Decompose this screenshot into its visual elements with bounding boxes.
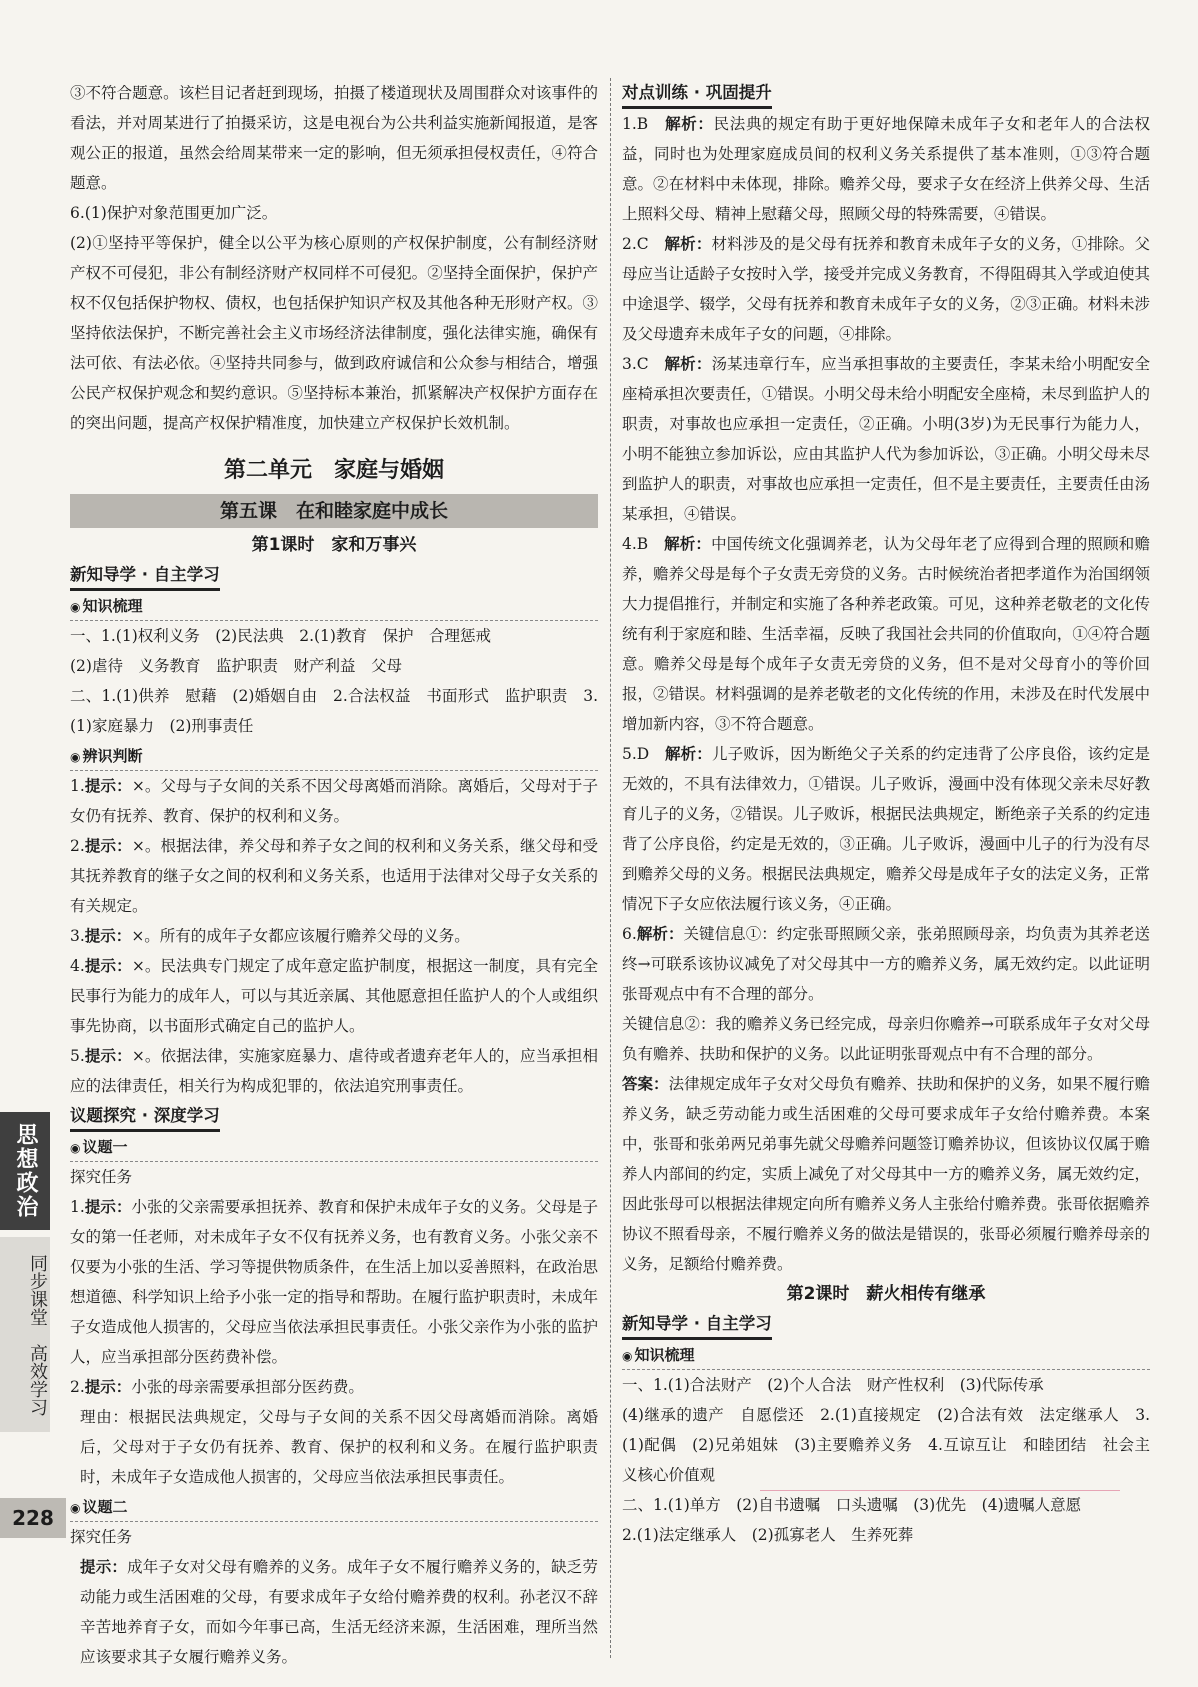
knowledge-line: 2.(1)法定继承人 (2)孤寡老人 生养死葬 — [622, 1526, 914, 1544]
topic-item: 2.提示：小张的母亲需要承担部分医药费。 — [70, 1378, 364, 1396]
page-number: 228 — [0, 1498, 66, 1538]
judge-item: 3.提示：×。所有的成年子女都应该履行赡养父母的义务。 — [70, 927, 470, 945]
answer-item: 1.B 解析：民法典的规定有助于更好地保障未成年子女和老年人的合法权益，同时也为处理家庭成员间的权利义务关系提供了基本准则，①③符合题意。②在材料中未体现，排除。赡养父母，要求子女在经济上供养父母、生活上照料父母、精神上慰藉父母，照顾父母的特殊需要，④错误。 — [622, 115, 1150, 223]
knowledge-line: (2)虐待 义务教育 监护职责 财产利益 父母 — [70, 657, 402, 675]
period-title: 第2课时 薪火相传有继承 — [786, 1284, 986, 1304]
subsection-heading — [70, 593, 598, 621]
bullet-icon: ◉ — [70, 600, 81, 614]
reason-text: 理由：根据民法典规定，父母与子女间的关系不因父母离婚而消除。离婚后，父母对于子女仍有抚养、教育、保护的权利和义务。在履行监护职责时，未成年子女造成他人损害的，父母应当依法承担民事责任。 — [80, 1408, 598, 1486]
subsection-heading — [70, 1134, 598, 1162]
subsection-label: 议题一 — [82, 1138, 128, 1156]
section-heading: 新知导学 · 自主学习 — [622, 1311, 772, 1340]
task-label: 探究任务 — [70, 1168, 133, 1186]
right-column — [622, 78, 1150, 1550]
section-heading: 新知导学 · 自主学习 — [70, 562, 220, 591]
answer-item: 4.B 解析：中国传统文化强调养老，认为父母年老了应得到合理的照顾和赡养，赡养父母是每个子女责无旁贷的义务。古时候统治者把孝道作为治国纲领大力提倡推行，并制定和实施了各种养老政策。可见，这种养老敬老的文化传统有利于家庭和睦、生活幸福，反映了我国社会共同的价值取向，①④符合题意。赡养父母是每个成年子女责无旁贷的义务，但不是对父母育小的等价回报，②错误。材料强调的是养老敬老的文化传统的作用，未涉及在时代发展中增加新内容，③不符合题意。 — [622, 535, 1150, 733]
bullet-icon: ◉ — [70, 1501, 81, 1515]
paragraph: (2)①坚持平等保护，健全以公平为核心原则的产权保护制度，公有制经济财产权不可侵犯，非公有制经济财产权同样不可侵犯。②坚持全面保护，保护产权不仅包括保护物权、债权，也包括保护知识产权及其他各种无形财产权。③坚持依法保护，不断完善社会主义市场经济法律制度，强化法律实施，确保有法可依、有法必依。④坚持共同参与，做到政府诚信和公众参与相结合，增强公民产权保护观念和契约意识。⑤坚持标本兼治，抓紧解决产权保护方面存在的突出问题，提高产权保护精准度，加快建立产权保护长效机制。 — [70, 234, 598, 432]
topic-item: 1.提示：小张的父亲需要承担抚养、教育和保护未成年子女的义务。父母是子女的第一任老师，对未成年子女不仅有抚养义务，也有教育义务。小张父亲不仅要为小张的生活、学习等提供物质条件，在生活上加以妥善照料，在政治思想道德、科学知识上给予小张一定的指导和帮助。在履行监护职责时，未成年子女造成他人损害的，父母应当依法承担民事责任。小张父亲作为小张的监护人，应当承担部分医药费补偿。 — [70, 1198, 598, 1366]
answer-item: 5.D 解析：儿子败诉，因为断绝父子关系的约定违背了公序良俗，该约定是无效的，不具有法律效力，①错误。儿子败诉，漫画中没有体现父亲未尽好教育儿子的义务，②错误。儿子败诉，根据民法典规定，断绝亲子关系的约定违背了公序良俗，约定是无效的，③正确。儿子败诉，漫画中儿子的行为没有尽到赡养父母的义务。根据民法典规定，赡养父母是成年子女的法定义务，正常情况下子女应依法履行该义务，④正确。 — [622, 745, 1150, 913]
answer-item: 3.C 解析：汤某违章行车，应当承担事故的主要责任，李某未给小明配安全座椅承担次要责任，①错误。小明父母未给小明配安全座椅，未尽到监护人的职责，对事故也应承担一定责任，②正确。小明(3岁)为无民事行为能力人，小明不能独立参加诉讼，应由其监护人代为参加诉讼，③正确。小明父母未尽到监护人的职责，对事故也应承担一定责任，但不是主要责任，主要责任由汤某承担，④错误。 — [622, 355, 1150, 523]
bullet-icon: ◉ — [70, 750, 81, 764]
subsection-label: 辨识判断 — [82, 747, 143, 765]
answer-item: 2.C 解析：材料涉及的是父母有抚养和教育未成年子女的义务，①排除。父母应当让适龄子女按时入学，接受并完成义务教育，不得阻碍其入学或迫使其中途退学、辍学，父母有抚养和教育未成年子女的义务，②③正确。材料未涉及父母遗弃未成年子女的问题，④排除。 — [622, 235, 1150, 343]
decorative-line — [760, 1490, 1120, 1491]
series-tab: 同步课堂 高效学习 — [0, 1237, 50, 1432]
judge-item: 4.提示：×。民法典专门规定了成年意定监护制度，根据这一制度，具有完全民事行为能力的成年人，可以与其近亲属、其他愿意担任监护人的个人或组织事先协商，以书面形式确定自己的监护人。 — [70, 957, 598, 1035]
knowledge-line: 二、1.(1)单方 (2)自书遗嘱 口头遗嘱 (3)优先 (4)遗嘱人意愿 — [622, 1496, 1082, 1514]
section-heading: 议题探究 · 深度学习 — [70, 1103, 220, 1132]
key-info: 关键信息②：我的赡养义务已经完成，母亲归你赡养→可联系成年子女对父母负有赡养、扶助和保护的义务。以此证明张哥观点中有不合理的部分。 — [622, 1015, 1150, 1063]
paragraph: ③不符合题意。该栏目记者赶到现场，拍摄了楼道现状及周围群众对该事件的看法，并对周某进行了拍摄采访，这是电视台为公共利益实施新闻报道，是客观公正的报道，虽然会给周某带来一定的影响，但无须承担侵权责任，④符合题意。 — [70, 84, 598, 192]
column-divider — [610, 78, 611, 1658]
knowledge-line: 一、1.(1)权利义务 (2)民法典 2.(1)教育 保护 合理惩戒 — [70, 627, 491, 645]
period-title: 第1课时 家和万事兴 — [251, 535, 417, 555]
answer-item: 6.解析：关键信息①：约定张哥照顾父亲，张弟照顾母亲，均负责为其养老送终→可联系该协议减免了对父母其中一方的赡养义务，属无效约定。以此证明张哥观点中有不合理的部分。 — [622, 925, 1150, 1003]
bullet-icon: ◉ — [70, 1141, 81, 1155]
knowledge-line: 二、1.(1)供养 慰藉 (2)婚姻自由 2.合法权益 书面形式 监护职责 3.(1)家庭暴力 (2)刑事责任 — [70, 687, 598, 735]
subsection-heading — [622, 1342, 1150, 1370]
lesson-title: 第五课 在和睦家庭中成长 — [70, 494, 598, 528]
side-tab — [0, 1112, 58, 1687]
bullet-icon: ◉ — [622, 1349, 633, 1363]
left-column — [70, 78, 598, 1672]
judge-item: 1.提示：×。父母与子女间的关系不因父母离婚而消除。离婚后，父母对于子女仍有抚养、教育、保护的权利和义务。 — [70, 777, 598, 825]
subject-tab: 思想政治 — [0, 1112, 50, 1230]
subsection-label: 知识梳理 — [634, 1346, 695, 1364]
task-label: 探究任务 — [70, 1528, 133, 1546]
answer-text: 答案：法律规定成年子女对父母负有赡养、扶助和保护的义务，如果不履行赡养义务，缺乏劳动能力或生活困难的父母可要求成年子女给付赡养费。本案中，张哥和张弟两兄弟事先就父母赡养问题签订赡养协议，但该协议仅属于赡养人内部间的约定，实质上减免了对父母其中一方的赡养义务，属无效约定，因此张母可以根据法律规定向所有赡养义务人主张给付赡养费。张哥依据赡养协议不照看母亲，不履行赡养义务的做法是错误的，张哥必须履行赡养母亲的义务，足额给付赡养费。 — [622, 1075, 1150, 1273]
judge-item: 2.提示：×。根据法律，养父母和养子女之间的权利和义务关系，继父母和受其抚养教育的继子女之间的权利和义务关系，也适用于法律对父母子女关系的有关规定。 — [70, 837, 598, 915]
paragraph: 6.(1)保护对象范围更加广泛。 — [70, 204, 278, 222]
topic2-text: 提示：成年子女对父母有赡养的义务。成年子女不履行赡养义务的，缺乏劳动能力或生活困难的父母，有要求成年子女给付赡养费的权利。孙老汉不辞辛苦地养育子女，而如今年事已高，生活无经济来源，生活困难，理所当然应该要求其子女履行赡养义务。 — [80, 1558, 598, 1666]
section-heading: 对点训练 · 巩固提升 — [622, 80, 772, 109]
knowledge-line: 一、1.(1)合法财产 (2)个人合法 财产性权利 (3)代际传承 — [622, 1376, 1044, 1394]
subsection-label: 知识梳理 — [82, 597, 143, 615]
subsection-heading — [70, 1494, 598, 1522]
judge-item: 5.提示：×。依据法律，实施家庭暴力、虐待或者遗弃老年人的，应当承担相应的法律责任，相关行为构成犯罪的，依法追究刑事责任。 — [70, 1047, 598, 1095]
subsection-label: 议题二 — [82, 1498, 128, 1516]
knowledge-line: (4)继承的遗产 自愿偿还 2.(1)直接规定 (2)合法有效 法定继承人 3.(1)配偶 (2)兄弟姐妹 (3)主要赡养义务 4.互谅互让 和睦团结 社会主义核心价值观 — [622, 1406, 1150, 1484]
unit-title: 第二单元 家庭与婚姻 — [223, 458, 444, 483]
subsection-heading — [70, 743, 598, 771]
